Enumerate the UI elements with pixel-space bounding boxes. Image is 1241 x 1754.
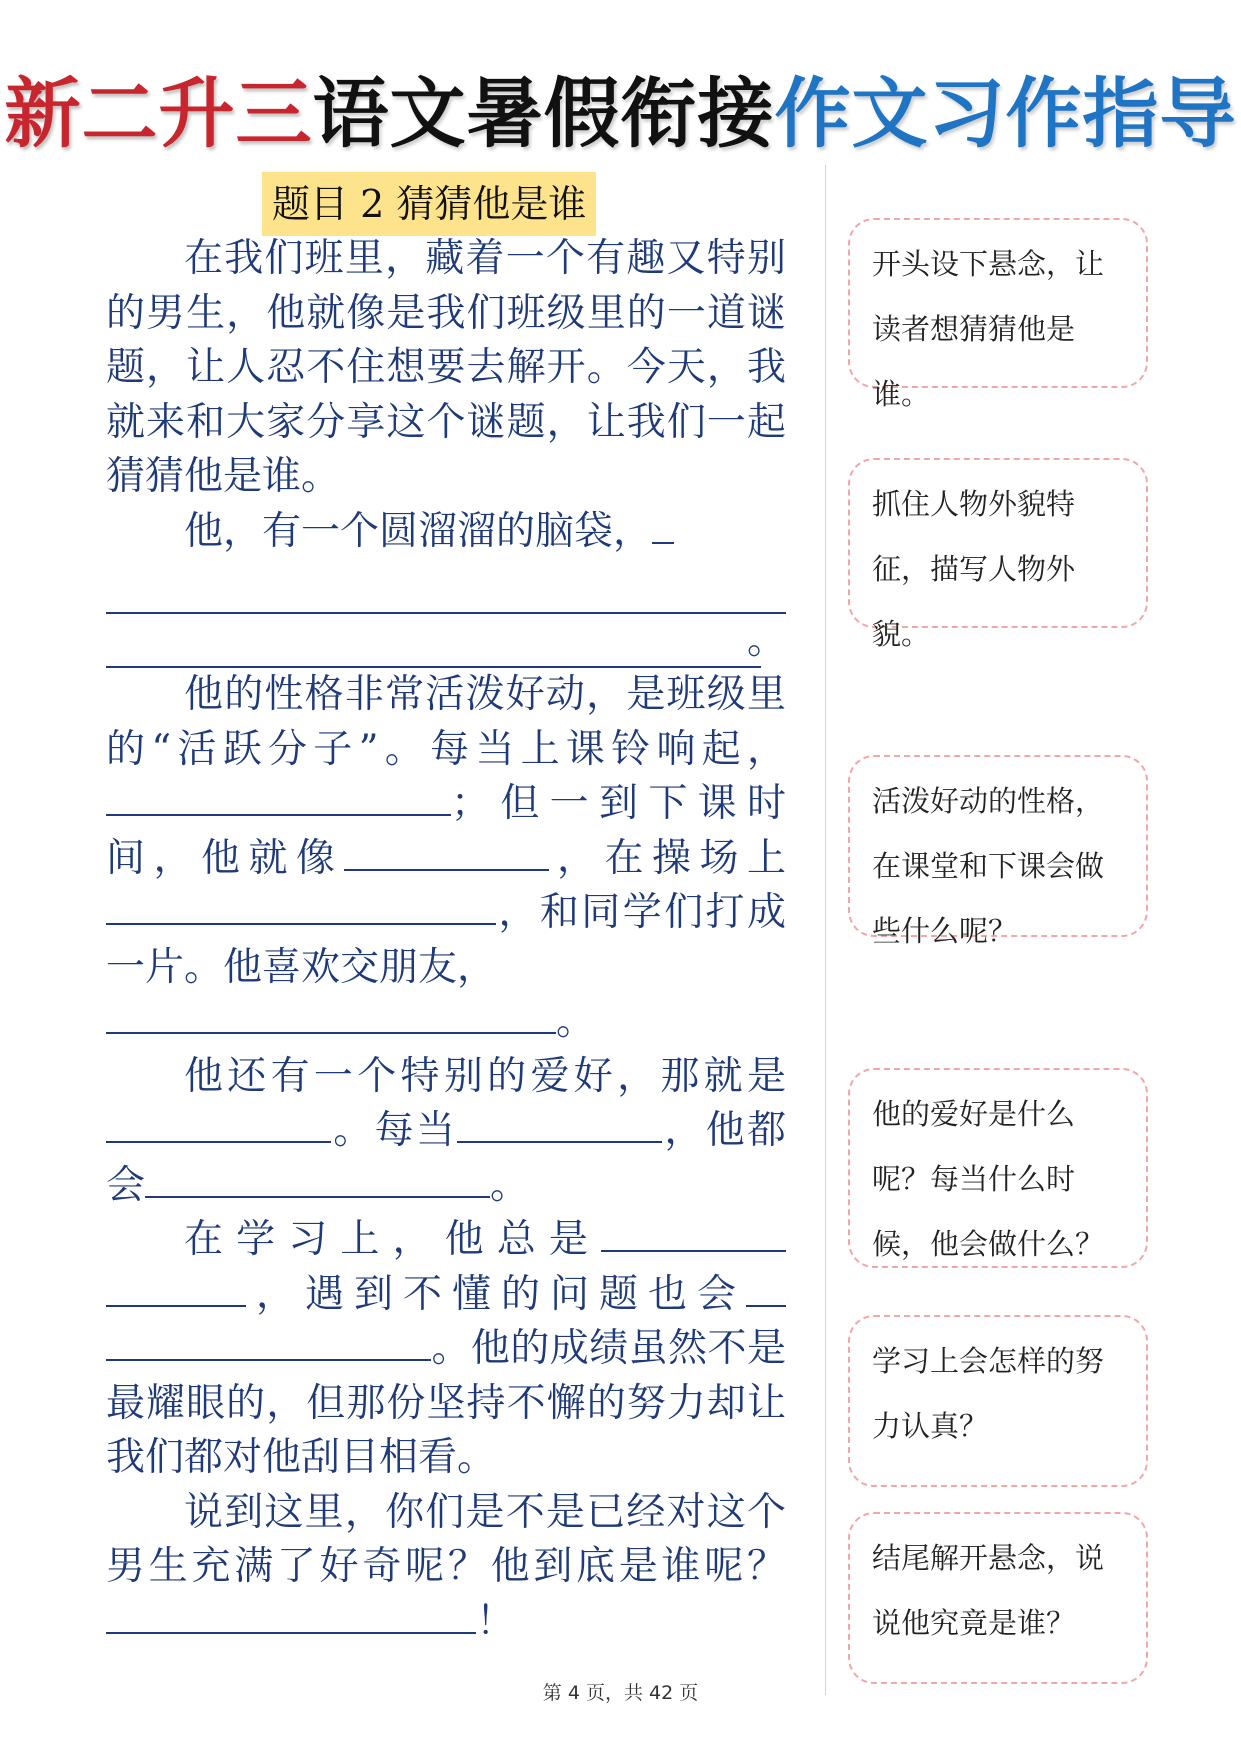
ending-exclamation: ！: [476, 1598, 516, 1644]
fill-blank-appearance-start[interactable]: [652, 506, 674, 543]
title-part-topic: 作文习作指导: [774, 69, 1237, 158]
fill-blank-study-always-cont[interactable]: [106, 1269, 246, 1306]
fill-blank-like[interactable]: [344, 833, 549, 870]
essay-title: 题目 2 猜猜他是谁: [262, 172, 596, 236]
hobby-period: 。: [490, 1162, 530, 1208]
appearance-last-line: [106, 614, 786, 669]
essay-paragraph-appearance: [106, 505, 786, 560]
fill-blank-in-class[interactable]: [106, 779, 451, 816]
study-text-a: 在学习上，他总是: [184, 1217, 601, 1262]
personality-text-d: ，和同学们打成一片。他喜欢交朋友，: [106, 890, 786, 990]
fill-blank-answer[interactable]: [106, 1596, 476, 1633]
title-part-grade: 新二升三: [4, 69, 313, 158]
essay-paragraph-personality: [106, 668, 786, 1050]
essay-body: [106, 232, 786, 1649]
essay-paragraph-opening: 在我们班里，藏着一个有趣又特别的男生，他就像是我们班级里的一道谜题，让人忍不住想要去解开。今天，我就来和大家分享这个谜题，让我们一起猜猜他是谁。: [106, 236, 786, 499]
essay-paragraph-ending: [106, 1486, 786, 1650]
hint-card-opening: 开头设下悬念，让读者想猜猜他是谁。: [848, 218, 1148, 388]
personality-period: 。: [556, 999, 596, 1044]
title-part-subject: 语文暑假衔接: [312, 69, 775, 158]
hobby-text-a: 他还有一个特别的爱好，那就是: [184, 1053, 786, 1099]
essay-paragraph-hobby: [106, 1050, 786, 1214]
fill-blank-hobby[interactable]: [106, 1106, 331, 1143]
hint-card-appearance: 抓住人物外貌特征，描写人物外貌。: [848, 458, 1148, 628]
column-divider: [825, 165, 826, 1695]
fill-blank-study-always[interactable]: [601, 1215, 786, 1252]
fill-blank-appearance-line[interactable]: [106, 559, 786, 614]
essay-paragraph-study: [106, 1213, 786, 1486]
appearance-text: 他，有一个圆溜溜的脑袋，: [184, 508, 653, 554]
fill-blank-playground[interactable]: [106, 888, 496, 925]
hobby-text-c: ，他都会: [106, 1108, 786, 1208]
fill-blank-friends[interactable]: [106, 997, 556, 1034]
fill-blank-appearance-end[interactable]: [106, 614, 761, 669]
fill-blank-when[interactable]: [457, 1106, 662, 1143]
hint-card-hobby: 他的爱好是什么呢？每当什么时候，他会做什么？: [848, 1068, 1148, 1268]
fill-blank-study-questions-cont[interactable]: [106, 1324, 431, 1361]
hint-card-personality: 活泼好动的性格，在课堂和下课会做些什么呢？: [848, 755, 1148, 937]
ending-text: 说到这里，你们是不是已经对这个男生充满了好奇呢？他到底是谁呢？: [106, 1489, 786, 1589]
personality-text-b: ；但一到下课时间，他就像: [106, 781, 786, 881]
appearance-period: 。: [746, 617, 786, 663]
hobby-text-b: 。每当: [331, 1108, 458, 1153]
page-number: 第 4 页，共 42 页: [542, 1682, 699, 1704]
fill-blank-does[interactable]: [145, 1160, 490, 1197]
study-text-c: 。他的成绩虽然不是最耀眼的，但那份坚持不懈的努力却让我们都对他刮目相看。: [106, 1326, 786, 1480]
personality-text-c: ，在操场上: [548, 835, 786, 881]
hint-card-ending: 结尾解开悬念，说说他究竟是谁？: [848, 1512, 1148, 1684]
page-title: [0, 70, 1241, 158]
personality-text-a: 他的性格非常活泼好动，是班级里的“活跃分子”。每当上课铃响起，: [106, 672, 786, 772]
hint-card-study: 学习上会怎样的努力认真？: [848, 1315, 1148, 1487]
fill-blank-study-questions[interactable]: [746, 1269, 786, 1306]
study-text-b: ，遇到不懂的问题也会: [246, 1271, 746, 1317]
